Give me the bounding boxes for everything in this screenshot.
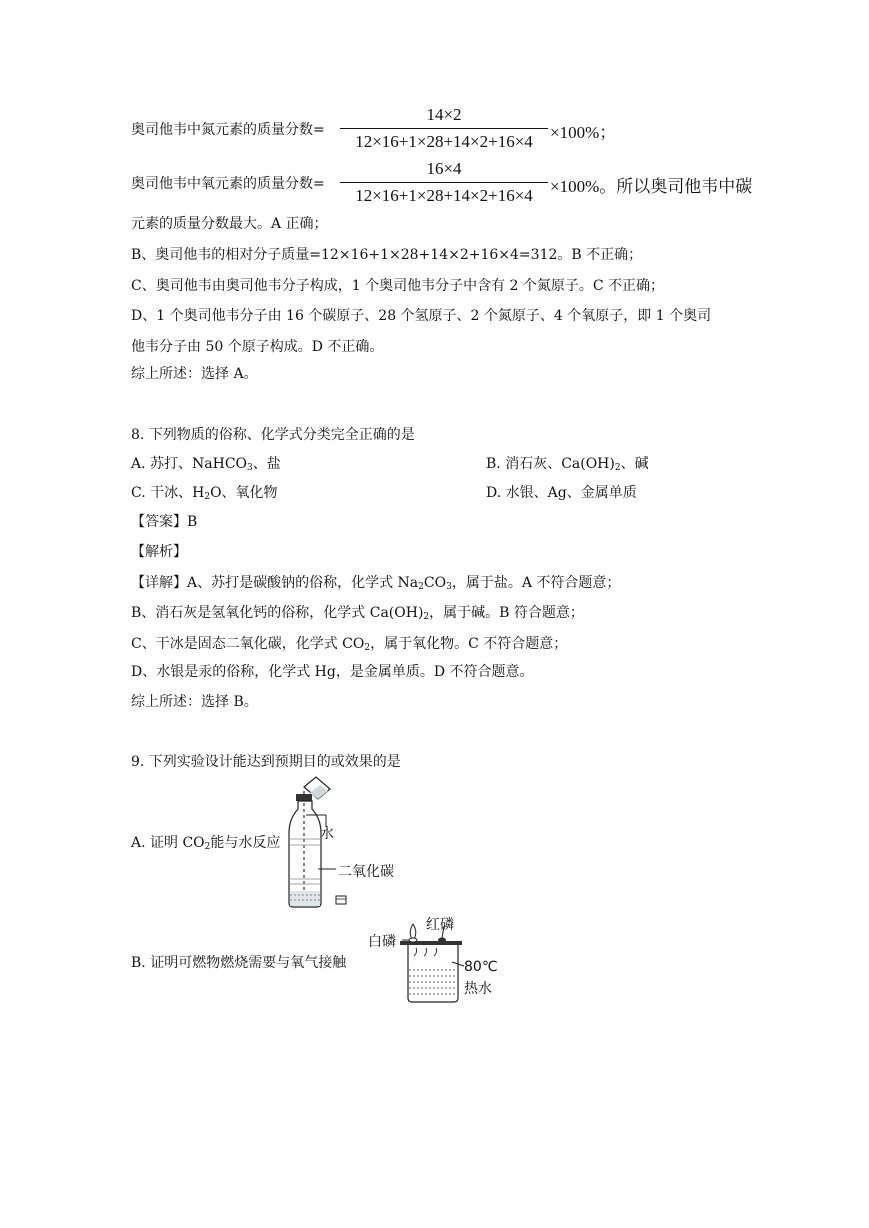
n-fraction-numerator: 14×2 — [426, 105, 462, 124]
label-hot-water: 热水 — [464, 981, 492, 997]
o-fraction — [340, 158, 548, 207]
n-fraction — [340, 104, 548, 153]
label-water: 水 — [320, 826, 334, 842]
text-line: 综上所述：选择 A。 — [131, 366, 258, 382]
label-temperature: 80℃ — [464, 959, 498, 975]
q8-detail-c: C、干冰是固态二氧化碳，化学式 $CO_2$，属于氧化物。C 不符合题意； — [131, 636, 568, 653]
text-line: B、奥司他韦的相对分子质量=12×16+1×28+14×2+16×4=312。B 不正确； — [131, 247, 643, 263]
q9-option-b: B. 证明可燃物燃烧需要与氧气接触 — [131, 955, 347, 971]
q8-detail-a: 【详解】A、苏打是碳酸钠的俗称，化学式 $Na_2CO_3$，属于盐。A 不符合题意； — [131, 575, 621, 592]
phosphorus-combustion-diagram — [368, 912, 502, 1007]
q9-stem: 9. 下列实验设计能达到预期目的或效果的是 — [131, 754, 401, 770]
beaker-icon — [408, 945, 458, 1002]
label-red-phosphorus: 红磷 — [426, 917, 454, 933]
o-fraction-numerator: 16×4 — [426, 159, 462, 178]
fraction-bar — [340, 182, 548, 183]
q8-detail-b: B、消石灰是氢氧化钙的俗称，化学式 $Ca(OH)_2$，属于碱。B 符合题意； — [131, 605, 584, 622]
text-line: C、奥司他韦由奥司他韦分子构成，1 个奥司他韦分子中含有 2 个氮原子。C 不正确； — [131, 278, 665, 294]
n-fraction-denominator: 12×16+1×28+14×2+16×4 — [355, 132, 533, 151]
label-white-phosphorus: 白磷 — [368, 934, 396, 950]
q8-stem: 8. 下列物质的俗称、化学式分类完全正确的是 — [131, 427, 415, 443]
o-fraction-label: 奥司他韦中氧元素的质量分数= — [131, 176, 325, 192]
label-co2: 二氧化碳 — [338, 864, 394, 880]
q8-answer: 【答案】B — [131, 514, 198, 530]
flame-icon — [410, 924, 416, 939]
text-line: 元素的质量分数最大。A 正确； — [131, 216, 328, 232]
q8-analysis-heading: 【解析】 — [131, 544, 187, 560]
n-fraction-percent: ×100%； — [550, 123, 617, 142]
o-fraction-denominator: 12×16+1×28+14×2+16×4 — [355, 186, 533, 205]
q8-detail-d: D、水银是汞的俗称，化学式 Hg，是金属单质。D 不符合题意。 — [131, 664, 534, 680]
fraction-bar — [340, 128, 548, 129]
text-line: D、1 个奥司他韦分子由 16 个碳原子、28 个氢原子、2 个氮原子、4 个氧原子，即 1 个奥司 — [131, 308, 712, 324]
q8-option-c: C. 干冰、$H_2O$、氧化物 — [131, 485, 278, 502]
plastic-bottle-icon — [289, 801, 321, 907]
q8-summary: 综上所述：选择 B。 — [131, 694, 258, 710]
q8-option-b: B. 消石灰、$Ca(OH)_2$、碱 — [486, 456, 649, 473]
bottle-cap-icon — [336, 896, 346, 904]
text-line: 他韦分子由 50 个原子构成。D 不正确。 — [131, 339, 384, 355]
q8-option-a: A. 苏打、NaHCO$_3$、盐 — [131, 456, 281, 473]
q8-option-d: D. 水银、Ag、金属单质 — [486, 485, 637, 501]
o-fraction-percent-tail: ×100%。所以奥司他韦中碳 — [550, 177, 753, 196]
n-fraction-label: 奥司他韦中氮元素的质量分数= — [131, 122, 325, 138]
q9-option-a: A. 证明 $CO_2$能与水反应 — [131, 835, 281, 852]
co2-bottle-diagram — [280, 775, 405, 915]
